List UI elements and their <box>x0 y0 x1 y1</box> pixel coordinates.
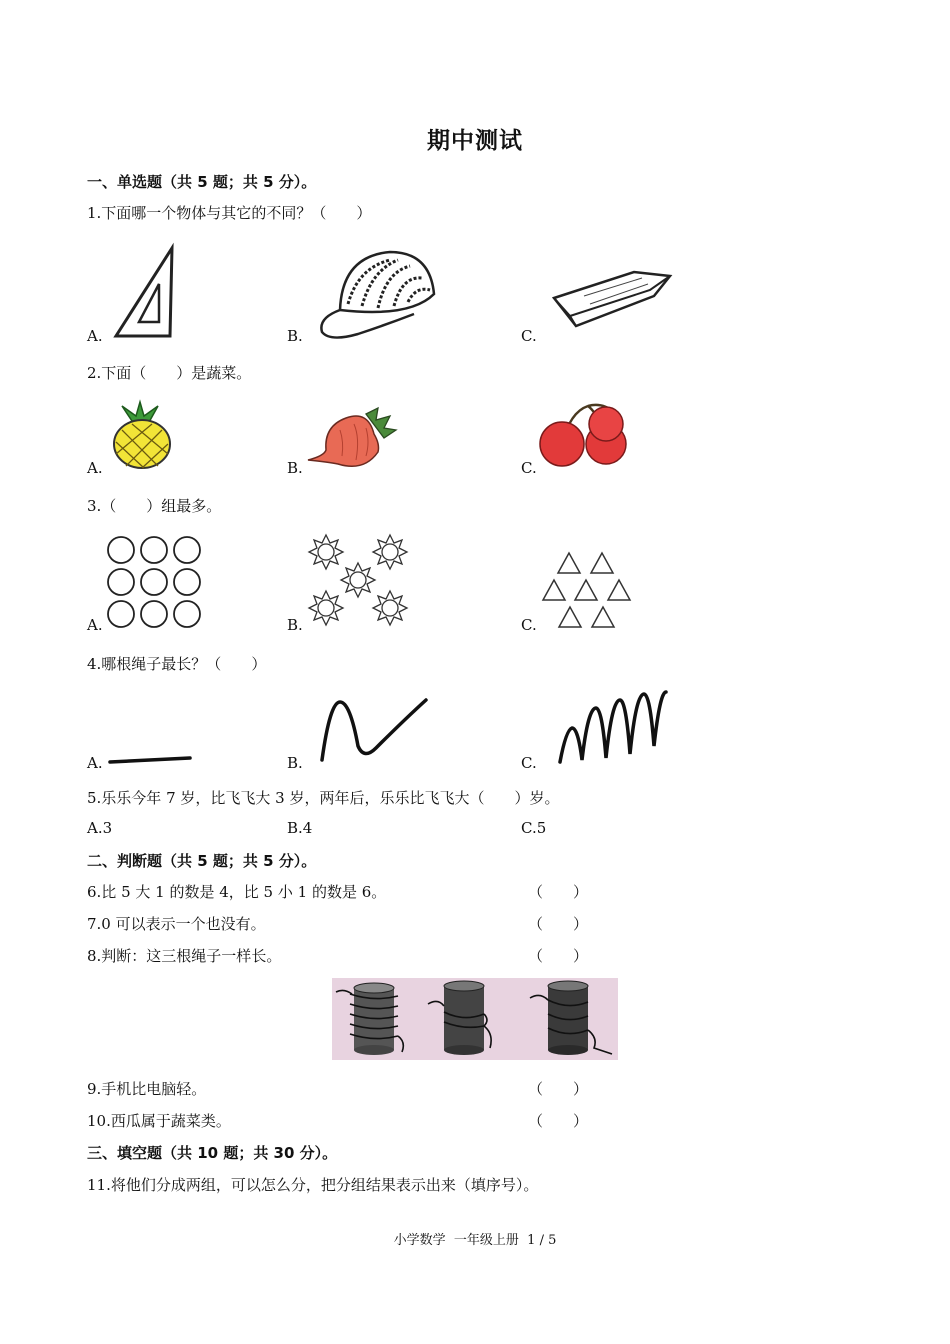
section-3-heading: 三、填空题（共 10 题；共 30 分）。 <box>87 1144 338 1162</box>
q2-option-c-label: C. <box>521 459 537 477</box>
question-2: 2.下面（ ）是蔬菜。 <box>87 364 252 382</box>
page-footer: 小学数学 一年级上册 1 / 5 <box>393 1233 557 1248</box>
q4-option-b-label: B. <box>287 754 303 772</box>
q5-option-c: C.5 <box>521 819 547 837</box>
question-10: 10.西瓜属于蔬菜类。 <box>87 1112 231 1130</box>
radish-icon <box>304 406 398 472</box>
cap-icon <box>318 248 438 344</box>
q6-answer-paren[interactable]: （ ） <box>528 883 589 901</box>
q2-option-b-label: B. <box>287 459 303 477</box>
question-4: 4.哪根绳子最长？（ ） <box>87 655 267 673</box>
q1-option-c-label: C. <box>521 327 537 345</box>
q8-answer-paren[interactable]: （ ） <box>528 947 589 965</box>
q3-suns-group <box>306 534 414 630</box>
cherries-icon <box>536 402 632 468</box>
q3-triangles-group <box>540 551 634 631</box>
page-title: 期中测试 <box>427 128 523 154</box>
question-6: 6.比 5 大 1 的数是 4，比 5 小 1 的数是 6。 <box>87 883 387 901</box>
q3-option-c-label: C. <box>521 616 537 634</box>
rope-a <box>108 752 194 766</box>
pineapple-icon <box>108 402 174 472</box>
question-9: 9.手机比电脑轻。 <box>87 1080 207 1098</box>
q3-option-b-label: B. <box>287 616 303 634</box>
q3-option-a-label: A. <box>87 616 103 634</box>
rope-c <box>556 690 670 766</box>
section-1-heading: 一、单选题（共 5 题；共 5 分）。 <box>87 173 317 191</box>
question-5: 5.乐乐今年 7 岁，比飞飞大 3 岁，两年后，乐乐比飞飞大（ ）岁。 <box>87 789 560 807</box>
q10-answer-paren[interactable]: （ ） <box>528 1112 589 1130</box>
q5-option-b: B.4 <box>287 819 313 837</box>
section-2-heading: 二、判断题（共 5 题；共 5 分）。 <box>87 852 317 870</box>
question-11: 11.将他们分成两组，可以怎么分，把分组结果表示出来（填序号）。 <box>87 1176 539 1194</box>
q4-option-c-label: C. <box>521 754 537 772</box>
q7-answer-paren[interactable]: （ ） <box>528 915 589 933</box>
eraser-icon <box>550 268 674 332</box>
question-7: 7.0 可以表示一个也没有。 <box>87 915 266 933</box>
q1-option-a-label: A. <box>87 327 103 345</box>
q2-option-a-label: A. <box>87 459 103 477</box>
q8-ropes-on-cylinders-image <box>332 978 618 1060</box>
q1-option-b-label: B. <box>287 327 303 345</box>
q9-answer-paren[interactable]: （ ） <box>528 1080 589 1098</box>
q3-circles-group <box>106 535 202 629</box>
question-8: 8.判断：这三根绳子一样长。 <box>87 947 282 965</box>
q4-option-a-label: A. <box>87 754 103 772</box>
question-3: 3.（ ）组最多。 <box>87 497 222 515</box>
q5-option-a: A.3 <box>87 819 113 837</box>
triangle-ruler-icon <box>112 244 176 340</box>
rope-b <box>318 696 430 764</box>
question-1: 1.下面哪一个物体与其它的不同？（ ） <box>87 204 372 222</box>
